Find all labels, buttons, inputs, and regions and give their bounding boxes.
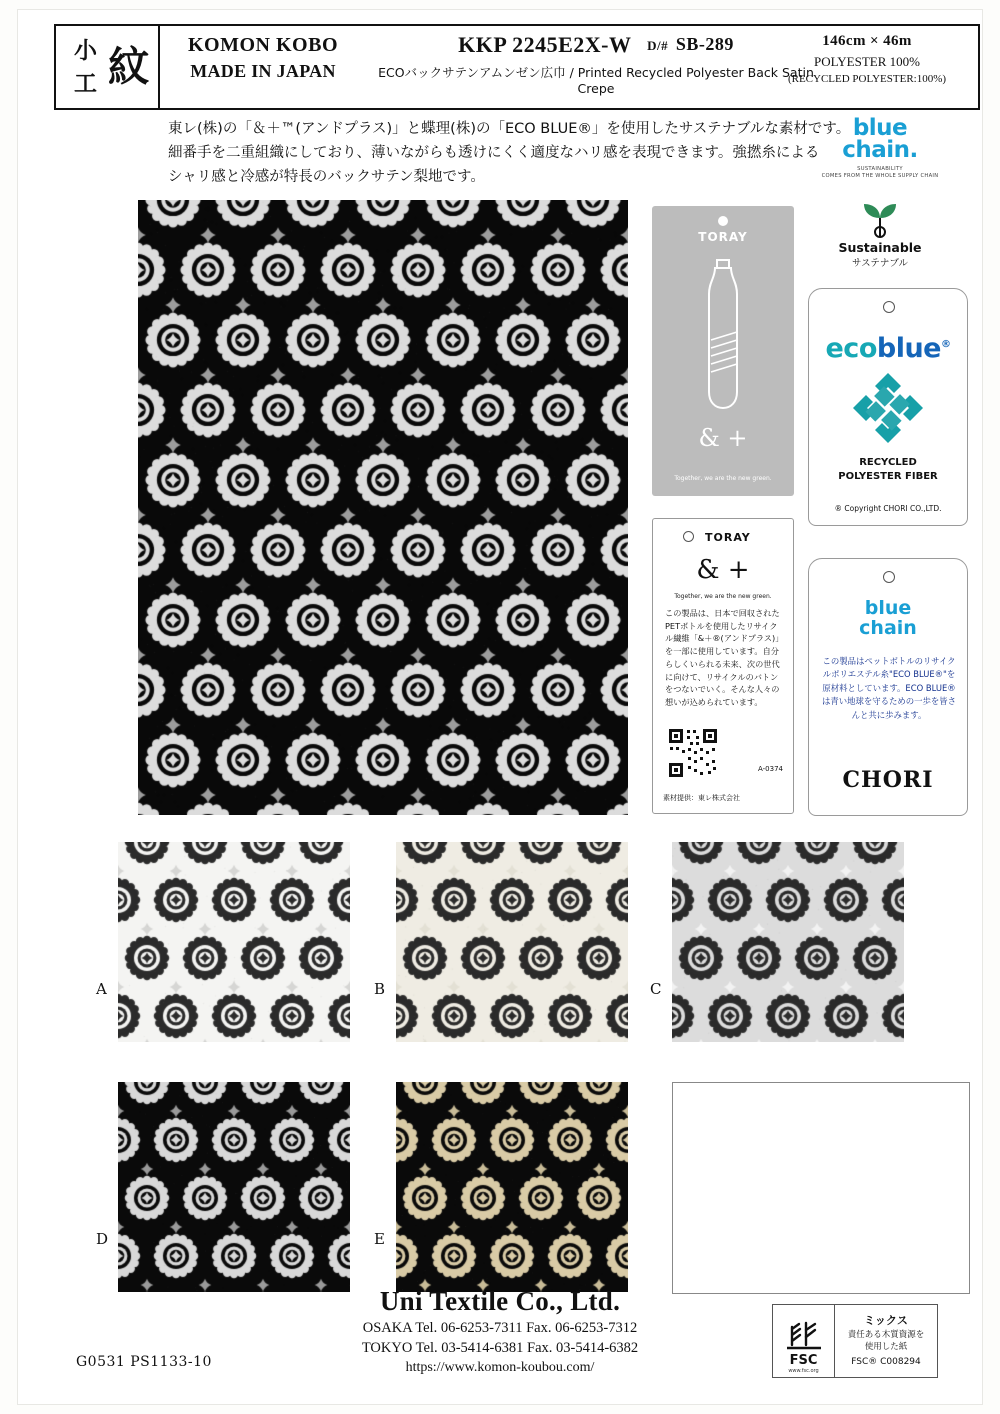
bluechain-sub-1: SUSTAINABILITY [857, 165, 903, 172]
hangtag-hole-icon [718, 216, 728, 226]
fsc-line-2: 使用した紙 [864, 1341, 908, 1352]
bluechain-logo [820, 115, 940, 180]
chori-wordmark: CHORI [842, 767, 934, 793]
fsc-cert-code: FSC® C008294 [851, 1357, 921, 1368]
product-code: KKP 2245E2X-W [458, 32, 632, 57]
document-code: G0531 PS1133-10 [76, 1354, 212, 1370]
color-swatch-label-a: A [96, 980, 107, 998]
sustainable-badge [824, 202, 936, 269]
and-plus-symbol: & + [698, 424, 748, 452]
product-description [361, 63, 831, 96]
color-swatch-label-d: D [96, 1230, 109, 1248]
toray-material-source: 素材提供：東レ株式会社 [663, 794, 740, 802]
osaka-contact: OSAKA Tel. 06-6253-7311 Fax. 06-6253-7312 [362, 1320, 638, 1336]
ecoblue-wordmark [809, 333, 967, 364]
fsc-mix-label: ミックス [864, 1313, 908, 1327]
blue-word: blue [876, 333, 941, 364]
and-plus-symbol: & + [696, 555, 750, 585]
logo-char-3: 工 [74, 70, 97, 97]
description-line-3: シャリ感と冷感が特長のバックサテン梨地です。 [168, 168, 485, 185]
komon-kobo-logo [56, 26, 160, 108]
sheet [18, 10, 982, 1404]
toray-brand-label: TORAY [698, 230, 748, 244]
spec-info [764, 31, 970, 88]
bluechain-chori-hangtag [808, 558, 968, 816]
hangtag-hole-icon [683, 531, 694, 542]
ecoblue-hangtag [808, 288, 968, 526]
toray-gray-hangtag [652, 206, 794, 496]
dye-number-block [647, 34, 734, 54]
bluechain-line-1: blue [852, 115, 908, 141]
sustainable-title: Sustainable [838, 240, 922, 255]
bluechain-line-1: blue [864, 597, 912, 619]
ecoblue-line-1: RECYCLED [859, 457, 917, 468]
bluechain-line-2: chain [859, 617, 917, 639]
hangtag-hole-icon [883, 301, 895, 313]
toray-body-text: この製品は、日本で回収されたPETボトルを使用したリサイクル繊維「&＋®(アンドプラス)」を一部に使用しています。自分らしくいられる未来、次の世代に向けて、リサイクルのバトンをつないでいく。そんな人々の想いが込められています。 [665, 608, 780, 707]
description-en: Printed Recycled Polyester Back Satin Crepe [577, 65, 814, 96]
color-swatch-d [96, 1082, 350, 1292]
website-url[interactable]: https://www.komon-koubou.com/ [405, 1360, 595, 1375]
toray-tagline: Together, we are the new green. [674, 593, 772, 600]
width-length: 146cm × 46m [822, 33, 912, 49]
fsc-org-url: www.fsc.org [788, 1368, 819, 1374]
description-separator: / [569, 65, 578, 80]
registered-mark: ® [941, 339, 951, 350]
empty-swatch-placeholder [672, 1082, 970, 1294]
color-swatch-e [374, 1082, 628, 1292]
color-swatch-label-e: E [374, 1230, 385, 1248]
description-line-1: 東レ(株)の「＆＋™(アンドプラス)」と蝶理(株)の「ECO BLUE®」を使用したサステナブルな素材です。 [168, 121, 851, 137]
fsc-tree-icon [784, 1315, 824, 1353]
description-block [168, 118, 858, 190]
brand-name [168, 32, 358, 83]
composition-detail: (RECYCLED POLYESTER:100%) [787, 72, 947, 85]
header-box [54, 24, 980, 110]
ecoblue-line-2: POLYESTER FIBER [838, 471, 938, 482]
qr-code-icon [667, 727, 719, 779]
bluechain-body-text: この製品はペットボトルのリサイクルポリエステル糸"ECO BLUE®"を原材料としています。ECO BLUE®は青い地球を守るための一歩を皆さんと共に歩みます。 [822, 656, 956, 720]
recycle-arrows-icon [847, 367, 929, 449]
bluechain-line-2: chain. [842, 136, 918, 163]
description-line-2: 細番手を二重組織にしており、薄いながらも透けにくく適度なハリ感を表現できます。強撚糸による [168, 144, 820, 161]
description-ja: ECOバックサテンアムンゼン広巾 [378, 65, 566, 80]
fsc-line-1: 責任ある木質資源を [847, 1329, 925, 1340]
bluechain-sub-2: COMES FROM THE WHOLE SUPPLY CHAIN [821, 172, 939, 179]
tokyo-contact: TOKYO Tel. 03-5414-6381 Fax. 03-5414-6382 [361, 1340, 639, 1356]
company-name: Uni Textile Co., Ltd. [379, 1286, 621, 1316]
dye-number: SB-289 [675, 34, 734, 54]
brand-line-2: MADE IN JAPAN [190, 61, 336, 81]
toray-tag-code: A-0374 [758, 765, 783, 773]
logo-char-1: 小 [74, 37, 97, 64]
logo-char-2: 紋 [108, 42, 149, 91]
color-swatch-label-b: B [374, 980, 386, 998]
fsc-text [835, 1305, 937, 1377]
toray-brand-label: TORAY [705, 531, 751, 544]
product-info [361, 32, 831, 96]
product-code-row [361, 32, 831, 58]
composition: POLYESTER 100% [814, 53, 920, 69]
fsc-certification-badge [772, 1304, 938, 1378]
fsc-logo [773, 1305, 835, 1377]
toray-white-hangtag [652, 518, 794, 814]
eco-word: eco [825, 333, 877, 364]
brand-line-1: KOMON KOBO [188, 34, 338, 56]
toray-tagline: Together, we are the new green. [674, 475, 772, 482]
color-swatch-b [374, 842, 628, 1042]
main-fabric-swatch [138, 200, 628, 815]
ecoblue-copyright: ® Copyright CHORI CO.,LTD. [834, 504, 942, 513]
color-swatch-label-c: C [650, 980, 662, 998]
hangtag-hole-icon [883, 571, 895, 583]
color-swatch-a [96, 842, 350, 1042]
sustainable-subtitle: サステナブル [851, 258, 909, 269]
fsc-mark: FSC [789, 1353, 818, 1368]
pet-bottle-icon [689, 254, 757, 414]
leaf-icon [860, 202, 900, 238]
dye-label: D/# [647, 38, 669, 53]
color-swatch-c [650, 842, 904, 1042]
